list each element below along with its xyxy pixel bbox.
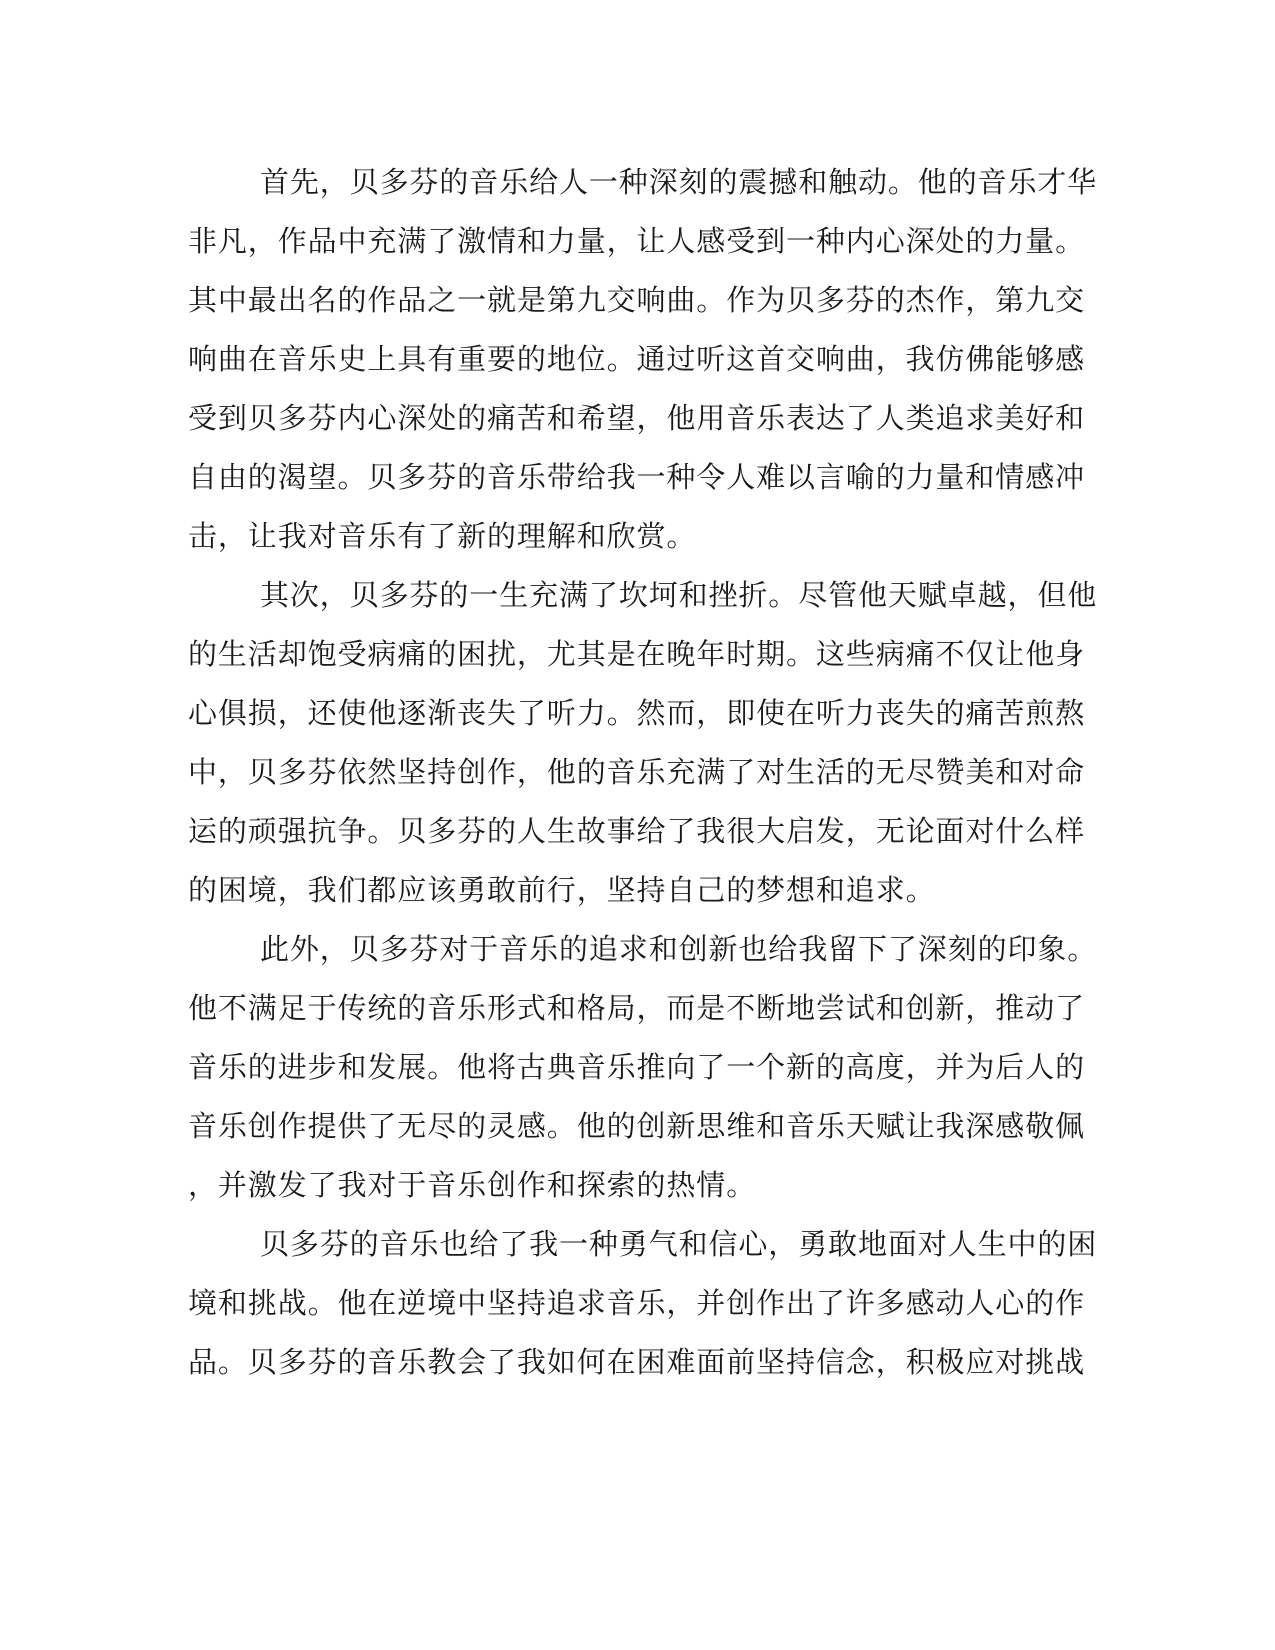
paragraph-2-line-1: 其次，贝多芬的一生充满了坎坷和挫折。尽管他天赋卓越，但他 [260,578,1098,612]
paragraph-3-line-3: 音乐的进步和发展。他将古典音乐推向了一个新的高度，并为后人的 [188,1050,1086,1084]
paragraph-4-line-1: 贝多芬的音乐也给了我一种勇气和信心，勇敢地面对人生中的困 [260,1227,1098,1261]
paragraph-2-line-4: 中，贝多芬依然坚持创作，他的音乐充满了对生活的无尽赞美和对命 [188,755,1086,789]
paragraph-1-line-7: 击，让我对音乐有了新的理解和欣赏。 [188,519,697,553]
paragraph-1-line-4: 响曲在音乐史上具有重要的地位。通过听这首交响曲，我仿佛能够感 [188,342,1086,376]
paragraph-1-line-5: 受到贝多芬内心深处的痛苦和希望，他用音乐表达了人类追求美好和 [188,401,1086,435]
paragraph-4-line-3: 品。贝多芬的音乐教会了我如何在困难面前坚持信念，积极应对挑战 [188,1345,1086,1379]
paragraph-1-line-6: 自由的渴望。贝多芬的音乐带给我一种令人难以言喻的力量和情感冲 [188,460,1086,494]
paragraph-3-line-4: 音乐创作提供了无尽的灵感。他的创新思维和音乐天赋让我深感敬佩 [188,1109,1086,1143]
paragraph-3-line-1: 此外，贝多芬对于音乐的追求和创新也给我留下了深刻的印象。 [260,932,1098,966]
paragraph-3-line-5: ，并激发了我对于音乐创作和探索的热情。 [188,1168,757,1202]
paragraph-3-line-2: 他不满足于传统的音乐形式和格局，而是不断地尝试和创新，推动了 [188,991,1086,1025]
paragraph-2-line-2: 的生活却饱受病痛的困扰，尤其是在晚年时期。这些病痛不仅让他身 [188,637,1086,671]
paragraph-1-line-3: 其中最出名的作品之一就是第九交响曲。作为贝多芬的杰作，第九交 [188,283,1086,317]
paragraph-1-line-2: 非凡，作品中充满了激情和力量，让人感受到一种内心深处的力量。 [188,224,1086,258]
paragraph-4-line-2: 境和挑战。他在逆境中坚持追求音乐，并创作出了许多感动人心的作 [188,1286,1086,1320]
paragraph-2-line-6: 的困境，我们都应该勇敢前行，坚持自己的梦想和追求。 [188,873,936,907]
paragraph-2-line-5: 运的顽强抗争。贝多芬的人生故事给了我很大启发，无论面对什么样 [188,814,1086,848]
paragraph-2-line-3: 心俱损，还使他逐渐丧失了听力。然而，即使在听力丧失的痛苦煎熬 [188,696,1086,730]
paragraph-1-line-1: 首先，贝多芬的音乐给人一种深刻的震撼和触动。他的音乐才华 [260,165,1098,199]
